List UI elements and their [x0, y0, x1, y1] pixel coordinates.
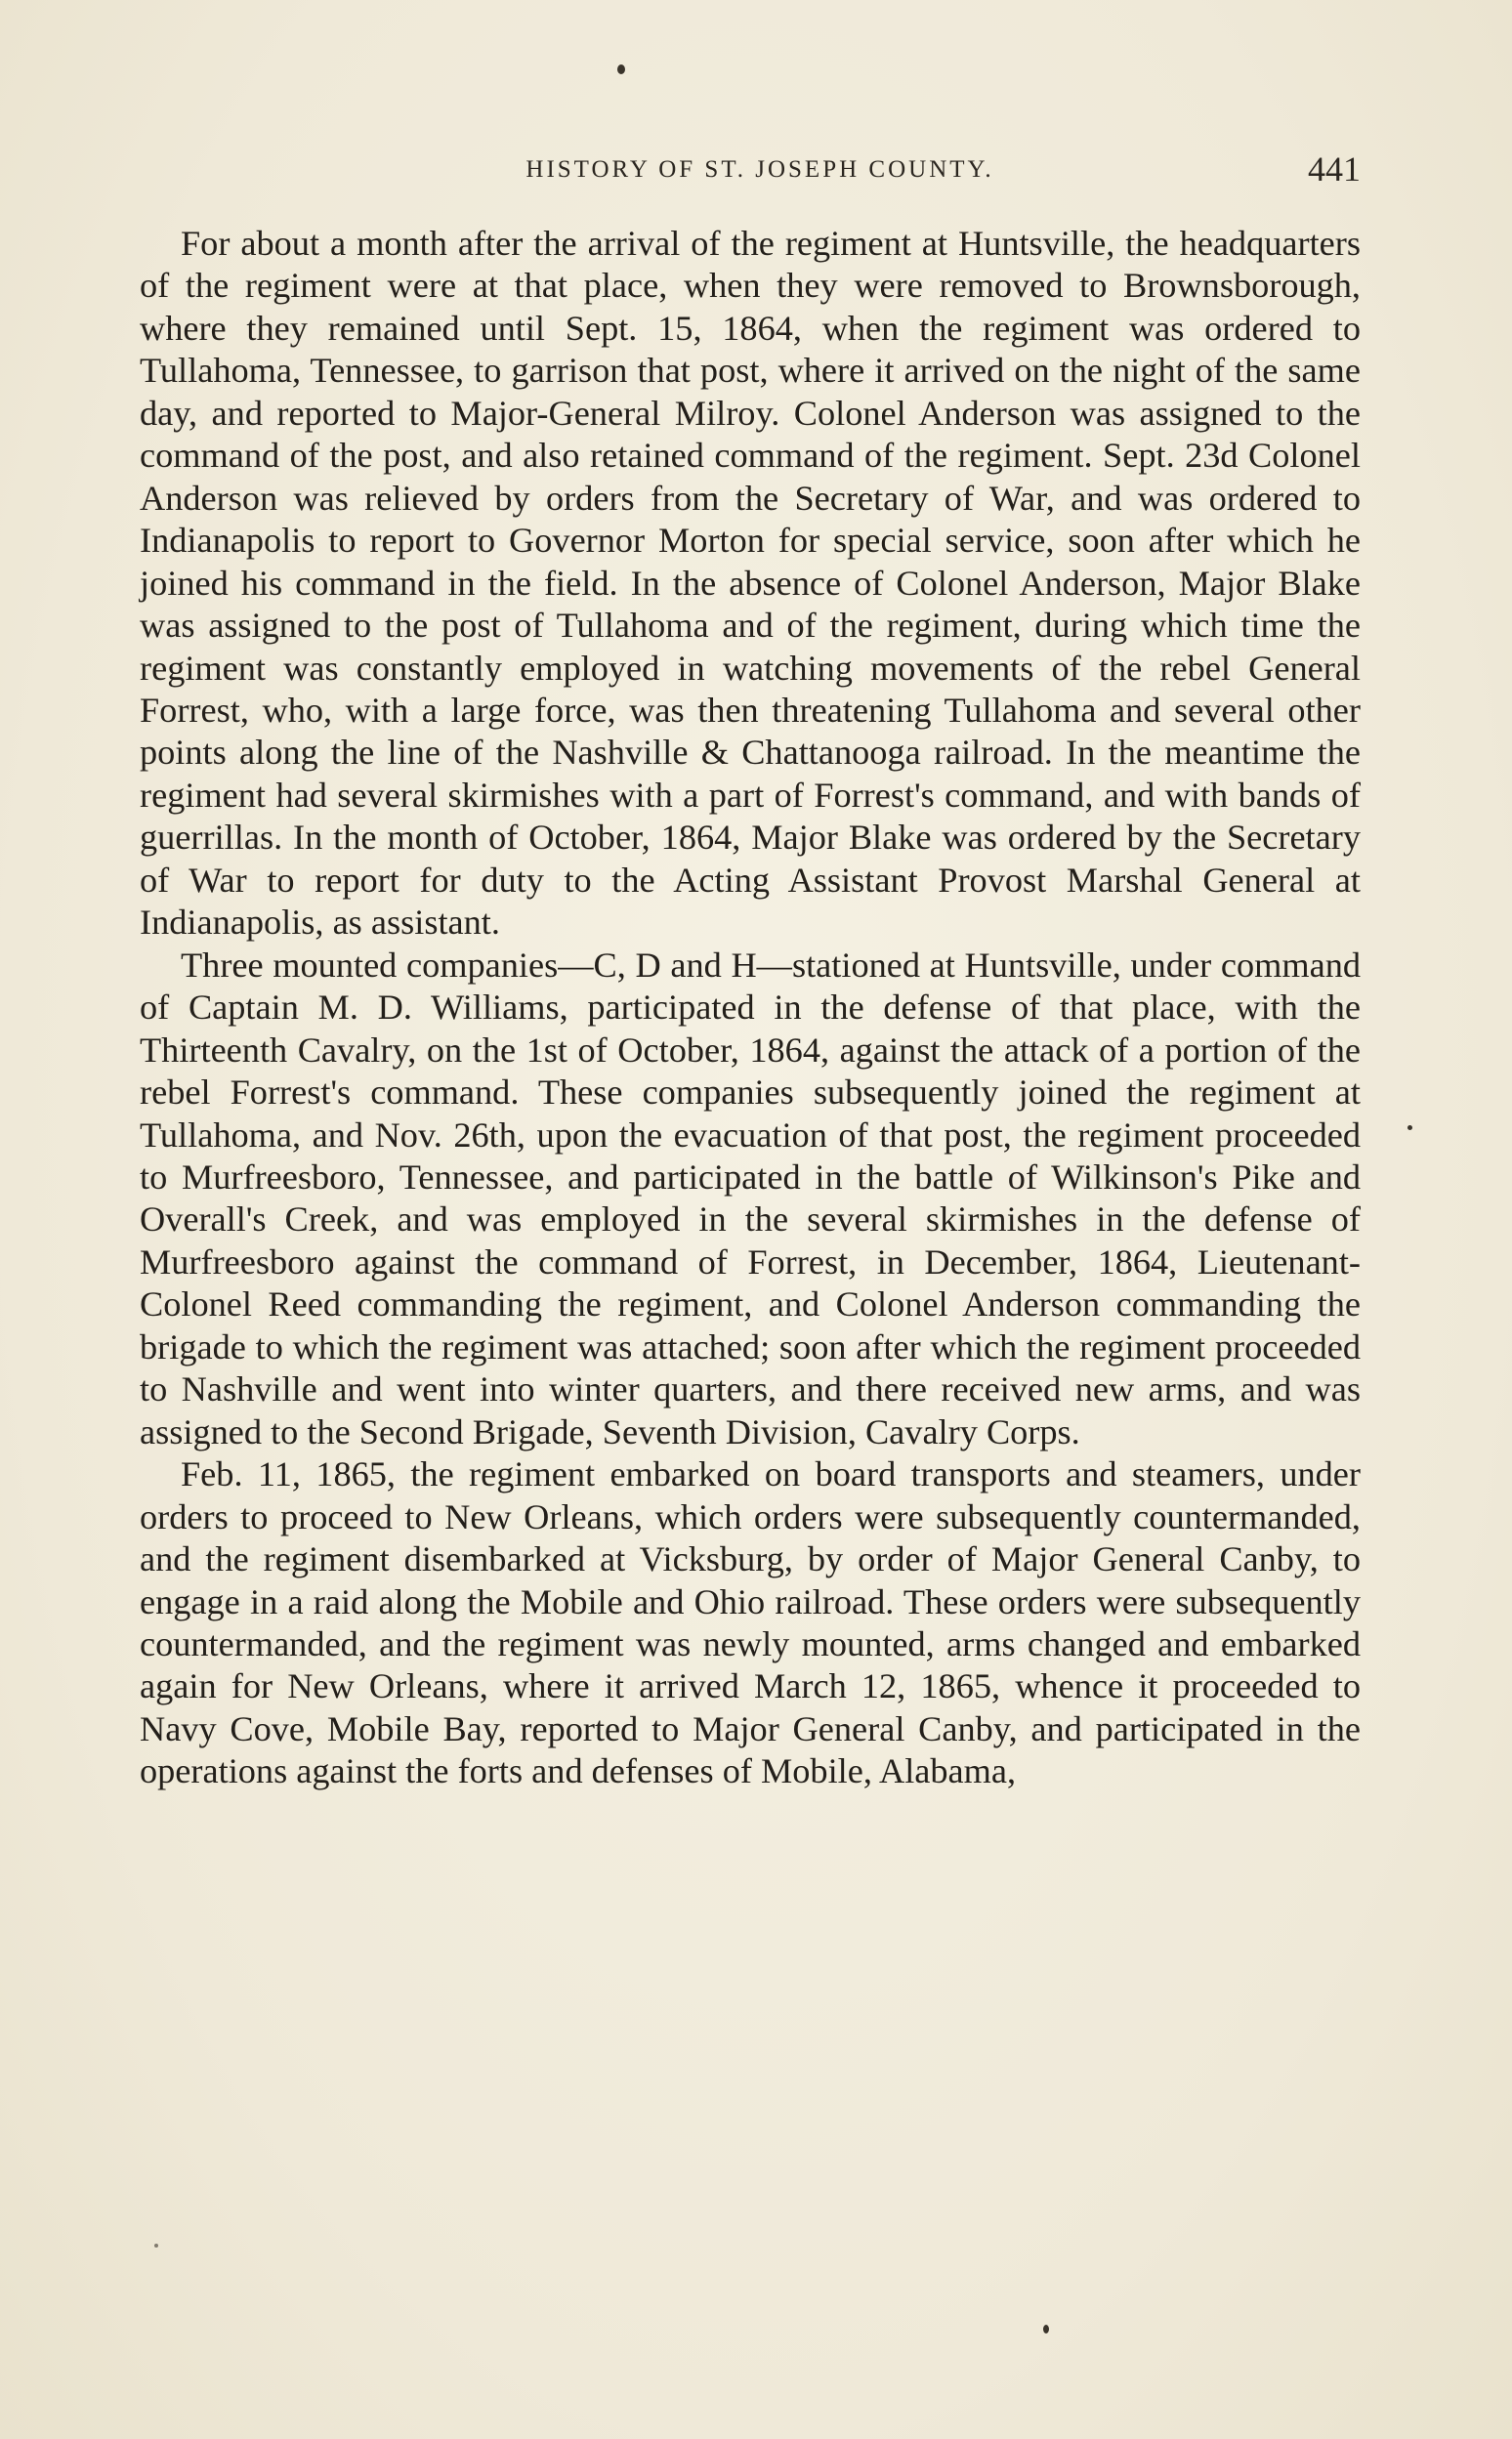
paragraph: Three mounted companies—C, D and H—stationed at Huntsville, under command of Captain M. D. Williams, participated in the defense of that place, with the Thirteenth Cavalry, on the 1st of October, 1864, against the attack of a portion of the rebel Forrest's command. These companies subsequently joined the regiment at Tullahoma, and Nov. 26th, upon the evacuation of that post, the regiment proceeded to Murfreesboro, Tennessee, and participated in the battle of Wilkinson's Pike and Overall's Creek, and was employed in the several skirmishes in the defense of Murfreesboro against the command of Forrest, in December, 1864, Lieutenant-Colonel Reed commanding the regiment, and Colonel Anderson commanding the brigade to which the regiment was attached; soon after which the regiment proceeded to Nashville and went into winter quarters, and there received new arms, and was assigned to the Second Brigade, Seventh Division, Cavalry Corps.	[140, 945, 1361, 1451]
body-text	[140, 223, 1361, 1793]
paragraph: Feb. 11, 1865, the regiment embarked on board transports and steamers, under orders to proceed to New Orleans, which orders were subsequently countermanded, and the regiment disembarked at Vicksburg, by order of Major General Canby, to engage in a raid along the Mobile and Ohio railroad. These orders were subsequently countermanded, and the regiment was newly mounted, arms changed and embarked again for New Orleans, where it arrived March 12, 1865, whence it proceeded to Navy Cove, Mobile Bay, reported to Major General Canby, and participated in the operations against the forts and defenses of Mobile, Alabama,	[140, 1454, 1361, 1791]
ink-speck	[154, 2244, 158, 2248]
paragraph: For about a month after the arrival of the regiment at Huntsville, the headquarters of the regiment were at that place, when they were removed to Brownsborough, where they remained until Sept. 15, 1864, when the regiment was ordered to Tullahoma, Tennessee, to garrison that post, where it arrived on the night of the same day, and reported to Major-General Milroy. Colonel Anderson was assigned to the command of the post, and also retained command of the regiment. Sept. 23d Colonel Anderson was relieved by orders from the Secretary of War, and was ordered to Indianapolis to report to Governor Morton for special service, soon after which he joined his command in the field. In the absence of Colonel Anderson, Major Blake was assigned to the post of Tullahoma and of the regiment, during which time the regiment was constantly employed in watching movements of the rebel General Forrest, who, with a large force, was then threatening Tullahoma and several other points along the line of the Nashville & Chattanooga railroad. In the meantime the regiment had several skirmishes with a part of Forrest's command, and with bands of guerrillas. In the month of October, 1864, Major Blake was ordered by the Secretary of War to report for duty to the Acting Assistant Provost Marshal General at Indianapolis, as assistant.	[140, 224, 1361, 943]
ink-speck	[617, 64, 625, 74]
running-head: HISTORY OF ST. JOSEPH COUNTY.	[525, 156, 994, 183]
ink-speck	[1043, 2325, 1049, 2334]
page-header	[140, 148, 1361, 188]
page-number: 441	[1308, 149, 1361, 189]
ink-speck	[1407, 1125, 1412, 1130]
